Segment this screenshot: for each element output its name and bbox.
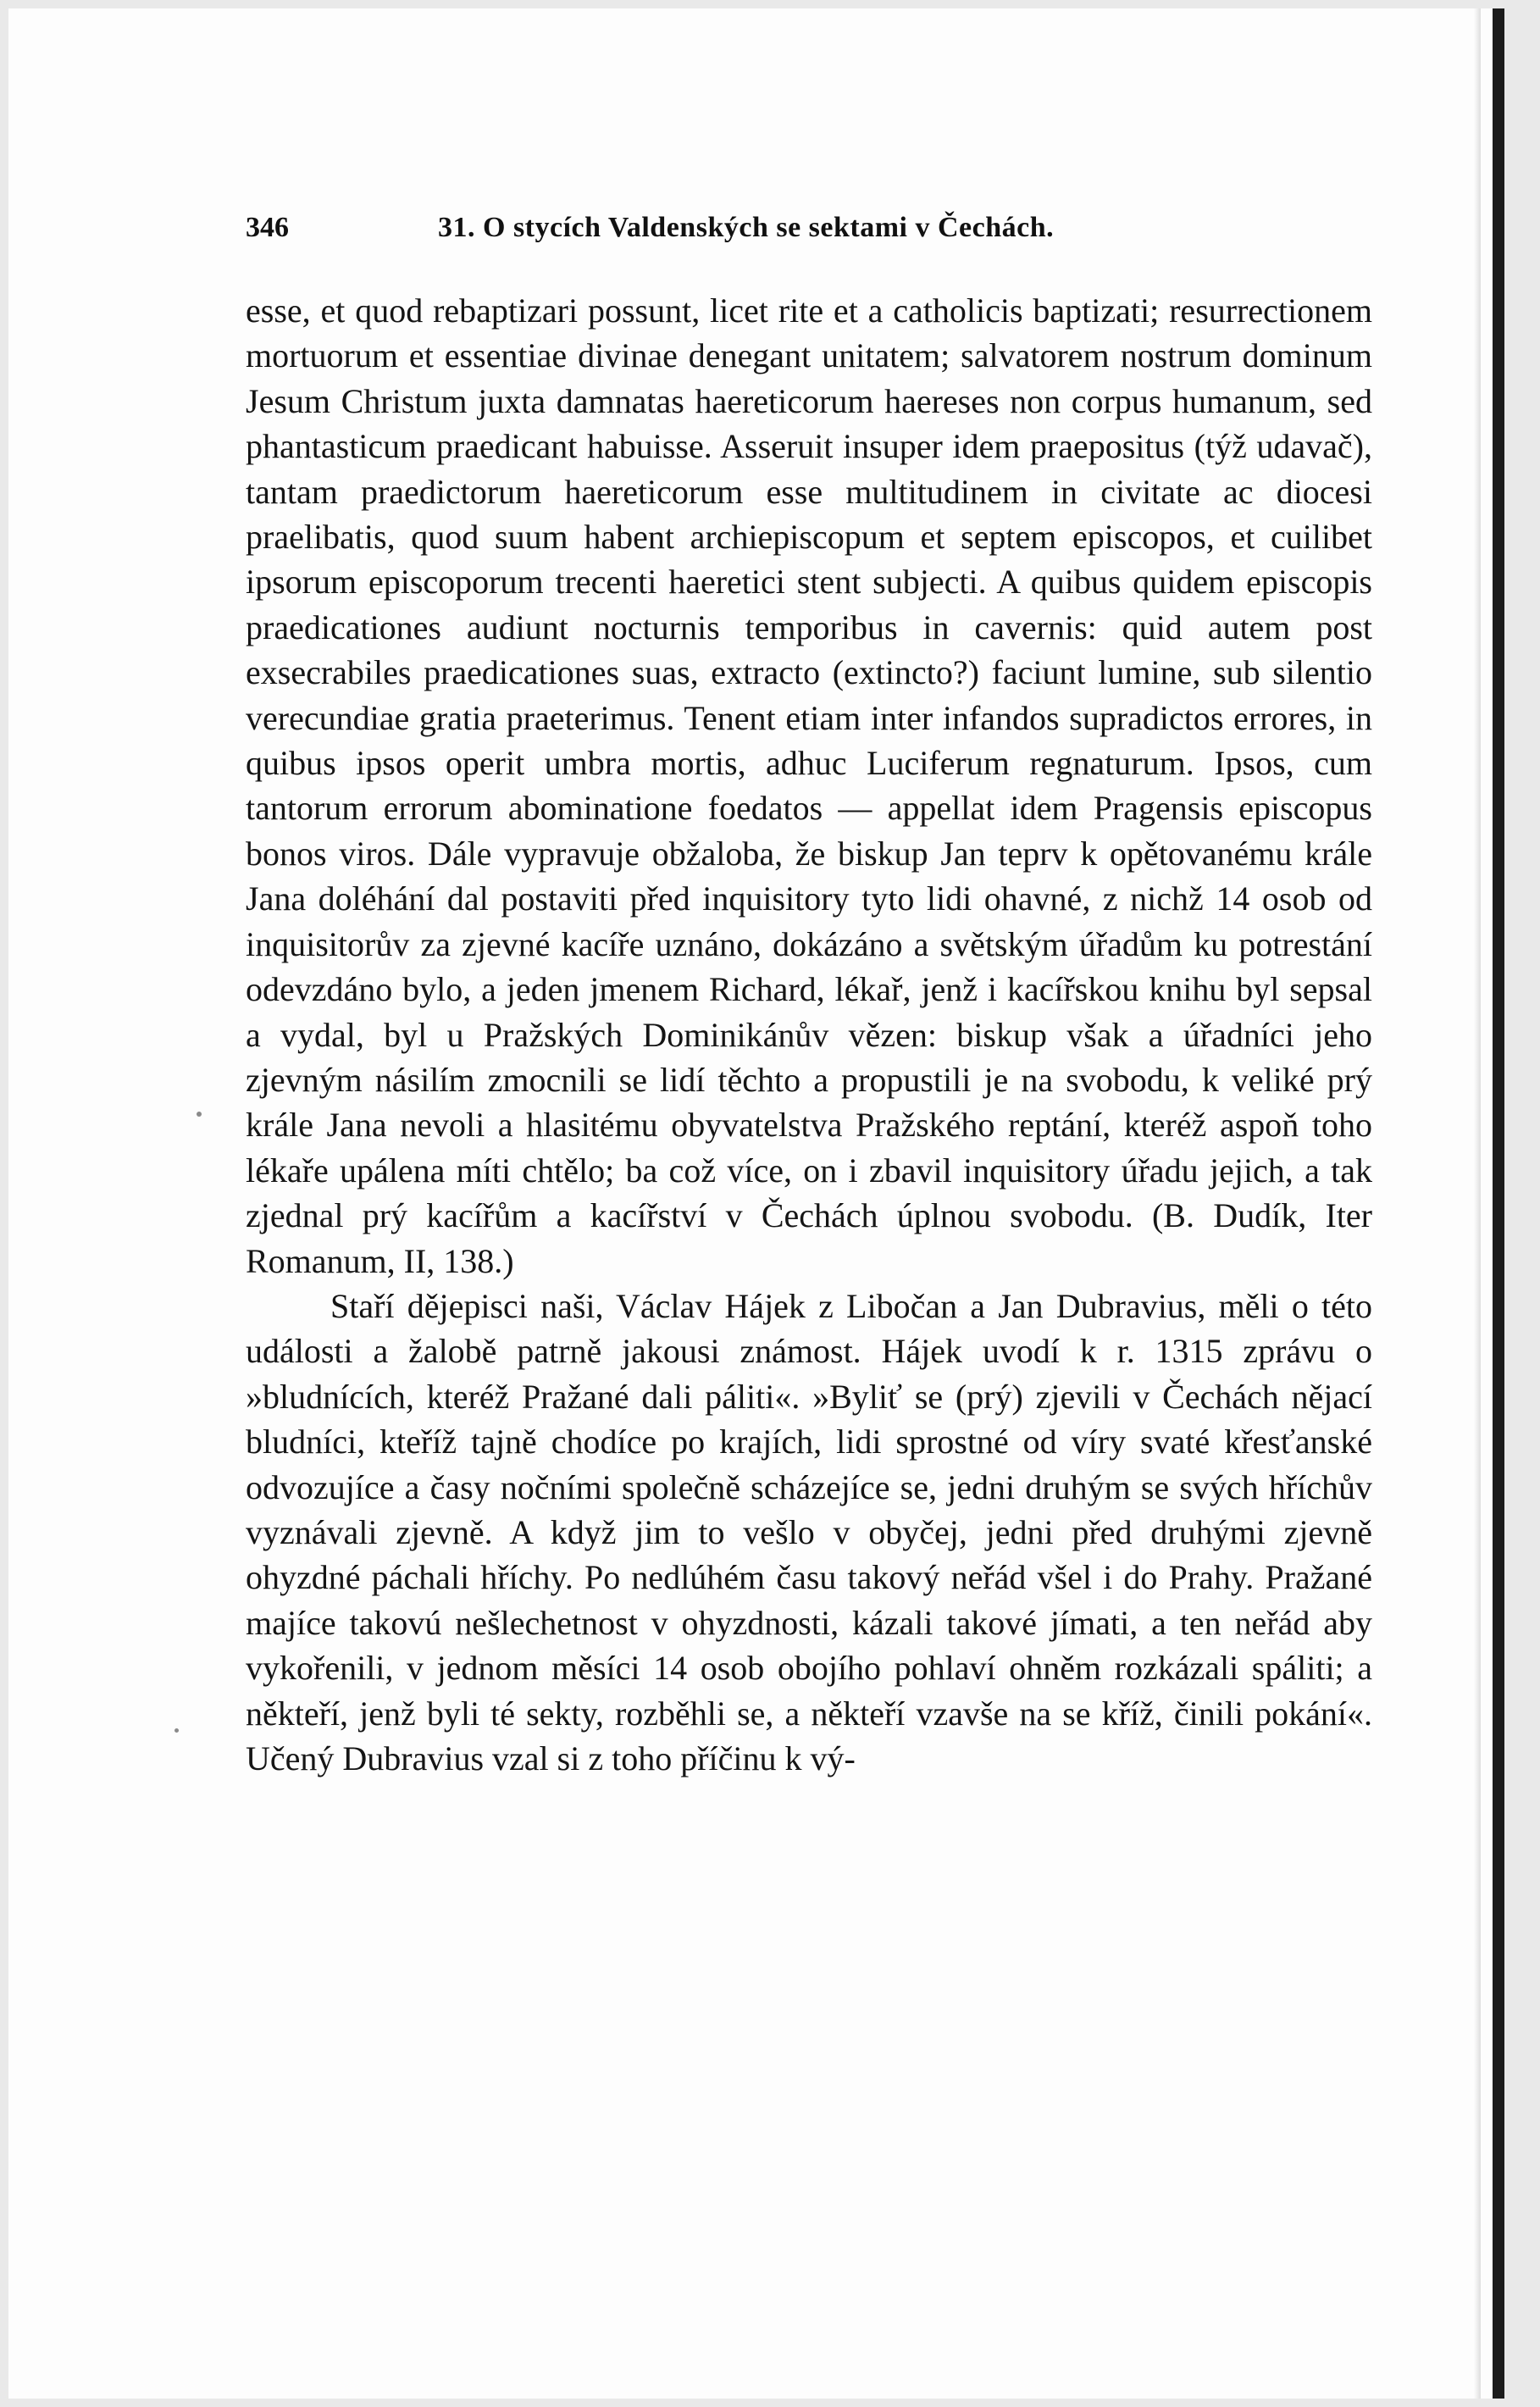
paragraph: Staří dějepisci naši, Václav Hájek z Libočan a Jan Dubravius, měli o této události a žalobě patrně jakousi známost. Hájek uvodí k r. 1315 zprávu o »bludnících, kteréž Pražané dali páliti«. »Byliť se (prý) zjevili v Čechách nějací bludníci, kteříž tajně chodíce po krajích, lidi sprostné od víry svaté křesťanské odvozujíce a časy nočními společně scházejíce se, jedni druhým se svých hříchův vyznávali zjevně. A když jim to vešlo v obyčej, jedni před druhými zjevně ohyzdné páchali hříchy. Po nedlúhém času takový neřád všel i do Prahy. Pražané majíce takovú nešlechetnost v ohyzdnosti, kázali takové jímati, a ten neřád aby vykořenili, v jednom měsíci 14 osob obojího pohlaví ohněm rozkázali spáliti; a někteří, jenž byli té sekty, rozběhli se, a někteří vzavše na se kříž, činili pokání«. Učený Dubravius vzal si z toho příčinu k vý-: [246, 1286, 1372, 1778]
scan-speck: [174, 1728, 179, 1733]
body-text: [246, 288, 1372, 1781]
scan-speck: [197, 1112, 202, 1117]
page-number: 346: [246, 212, 289, 243]
running-head: 31. O stycích Valdenských se sektami v Čechách.: [438, 212, 1055, 243]
paragraph-continued: esse, et quod rebaptizari possunt, licet rite et a catholicis baptizati; resurrectionem mortuorum et essentiae divinae denegant unitatem; salvatorem nostrum dominum Jesum Christum juxta damnatas haereticorum haereses non corpus humanum, sed phantasticum praedicant habuisse. Asseruit insuper idem praepositus (týž udavač), tantam praedictorum haereticorum esse multitudinem in civitate ac diocesi praelibatis, quod suum habent archiepiscopum et septem episcopos, et cuilibet ipsorum episcoporum trecenti haeretici stent subjecti. A quibus quidem episcopis praedicationes audiunt nocturnis temporibus in cavernis: quid autem post exsecrabiles praedicationes suas, extracto (extincto?) faciunt lumine, sub silentio verecundiae gratia praeterimus. Tenent etiam inter infandos supradictos errores, in quibus ipsos operit umbra mortis, adhuc Luciferum regnaturum. Ipsos, cum tantorum errorum abominatione foedatos — appellat idem Pragensis episcopus bonos viros. Dále vypravuje obžaloba, že biskup Jan teprv k opětovanému krále Jana doléhání dal postaviti před inquisitory tyto lidi ohavné, z nichž 14 osob od inquisitorův za zjevné kacíře uznáno, dokázáno a světským úřadům ku potrestání odevzdáno bylo, a jeden jmenem Richard, lékař, jenž i kacířskou knihu byl sepsal a vydal, byl u Pražských Dominikánův vězen: biskup však a úřadníci jeho zjevným násilím zmocnili se lidí těchto a propustili je na svobodu, k veliké prý krále Jana nevoli a hlasitému obyvatelstva Pražského reptání, kteréž aspoň toho lékaře upálena míti chtělo; ba což více, on i zbavil inquisitory úřadu jejich, a tak zjednal prý kacířům a kacířství v Čechách úplnou svobodu. (B. Dudík, Iter Romanum, II, 138.): [246, 291, 1372, 1280]
page-header: [246, 212, 1186, 263]
page-edge-shadow: [1474, 8, 1481, 2399]
